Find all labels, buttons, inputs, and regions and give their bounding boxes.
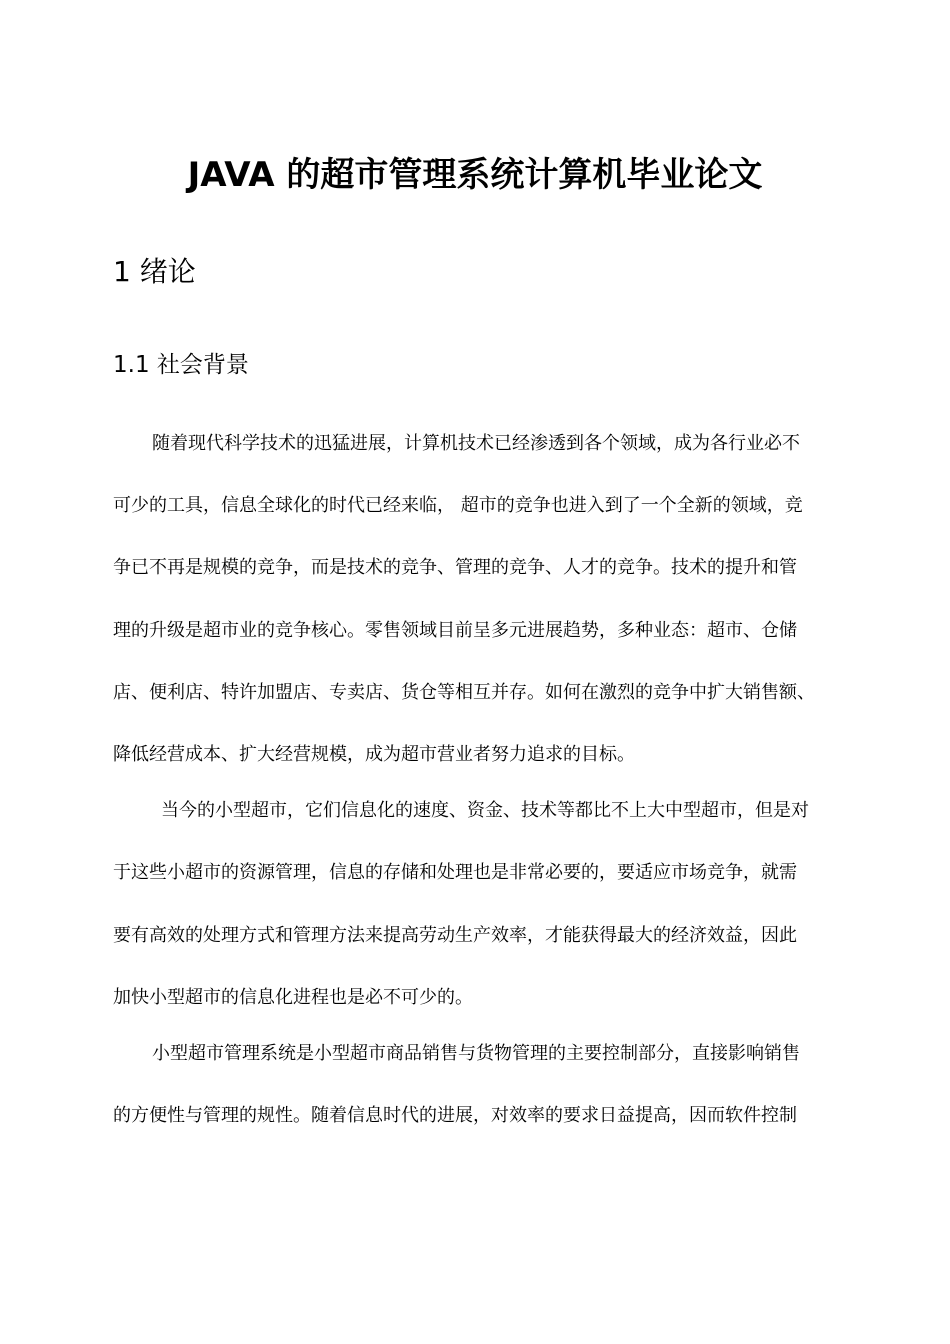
paragraph-1-line-4: 理的升级是超市业的竞争核心。零售领域目前呈多元进展趋势，多种业态：超市、仓储 [113,620,797,641]
paragraph-3-line-1: 小型超市管理系统是小型超市商品销售与货物管理的主要控制部分，直接影响销售 [152,1043,800,1064]
paragraph-2-line-2: 于这些小超市的资源管理，信息的存储和处理也是非常必要的，要适应市场竞争，就需 [113,862,797,883]
paragraph-2-line-3: 要有高效的处理方式和管理方法来提高劳动生产效率，才能获得最大的经济效益，因此 [113,925,797,946]
document-title: JAVA 的超市管理系统计算机毕业论文 [187,155,763,195]
chapter-heading: 1 绪论 [113,255,196,288]
section-heading: 1.1 社会背景 [113,352,249,378]
paragraph-3-line-2: 的方便性与管理的规性。随着信息时代的进展，对效率的要求日益提高，因而软件控制 [113,1105,797,1126]
paragraph-1-line-2: 可少的工具，信息全球化的时代已经来临， 超市的竞争也进入到了一个全新的领域，竞 [113,495,803,516]
paragraph-1-line-5: 店、便利店、特许加盟店、专卖店、货仓等相互并存。如何在激烈的竞争中扩大销售额、 [113,682,815,703]
paragraph-2-line-1: 当今的小型超市，它们信息化的速度、资金、技术等都比不上大中型超市，但是对 [161,800,809,821]
paragraph-1-line-3: 争已不再是规模的竞争，而是技术的竞争、管理的竞争、人才的竞争。技术的提升和管 [113,557,797,578]
paragraph-1-line-6: 降低经营成本、扩大经营规模，成为超市营业者努力追求的目标。 [113,744,635,765]
paragraph-2-line-4: 加快小型超市的信息化进程也是必不可少的。 [113,987,473,1008]
paragraph-1-line-1: 随着现代科学技术的迅猛进展，计算机技术已经渗透到各个领域，成为各行业必不 [152,433,800,454]
